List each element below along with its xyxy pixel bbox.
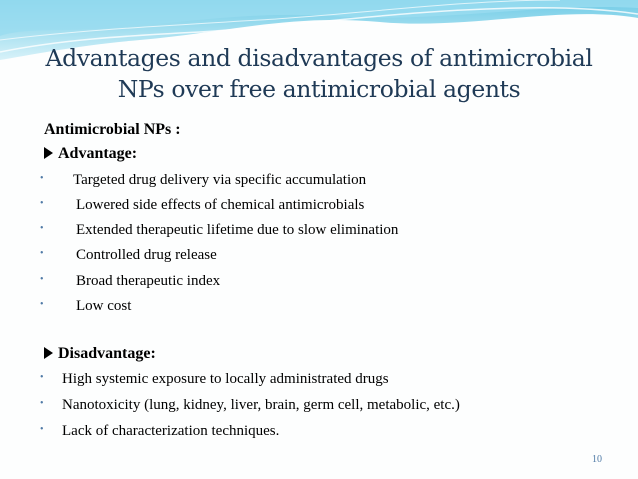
- title-line-1: Advantages and disadvantages of antimicrobial: [45, 44, 593, 72]
- disadvantage-heading: [44, 345, 156, 363]
- advantage-text: Extended therapeutic lifetime due to slow elimination: [76, 222, 399, 238]
- bullet-icon: •: [40, 198, 44, 209]
- bullet-icon: •: [40, 248, 44, 259]
- advantage-heading-text: Advantage:: [58, 145, 138, 162]
- section-label: Antimicrobial NPs :: [44, 121, 181, 138]
- disadvantage-text: High systemic exposure to locally administrated drugs: [62, 371, 389, 387]
- disadvantage-text: Nanotoxicity (lung, kidney, liver, brain, germ cell, metabolic, etc.): [62, 397, 460, 413]
- advantage-text: Low cost: [76, 298, 132, 314]
- arrow-bullet-icon: [44, 147, 53, 159]
- advantage-heading: [44, 145, 137, 163]
- advantage-text: Controlled drug release: [76, 247, 217, 263]
- disadvantage-text: Lack of characterization techniques.: [62, 423, 280, 439]
- advantage-text: Broad therapeutic index: [76, 273, 221, 289]
- slide-title: [14, 43, 624, 105]
- bullet-icon: •: [40, 274, 44, 285]
- advantage-text: Targeted drug delivery via specific accumulation: [73, 172, 367, 188]
- bullet-icon: •: [40, 173, 44, 184]
- bullet-icon: •: [40, 398, 44, 409]
- advantage-text: Lowered side effects of chemical antimicrobials: [76, 197, 365, 213]
- bullet-icon: •: [40, 372, 44, 383]
- title-line-2: NPs over free antimicrobial agents: [117, 75, 521, 103]
- arrow-bullet-icon: [44, 347, 53, 359]
- bullet-icon: •: [40, 424, 44, 435]
- bullet-icon: •: [40, 299, 44, 310]
- page-number: 10: [592, 454, 602, 465]
- bullet-icon: •: [40, 223, 44, 234]
- disadvantage-heading-text: Disadvantage:: [58, 345, 156, 362]
